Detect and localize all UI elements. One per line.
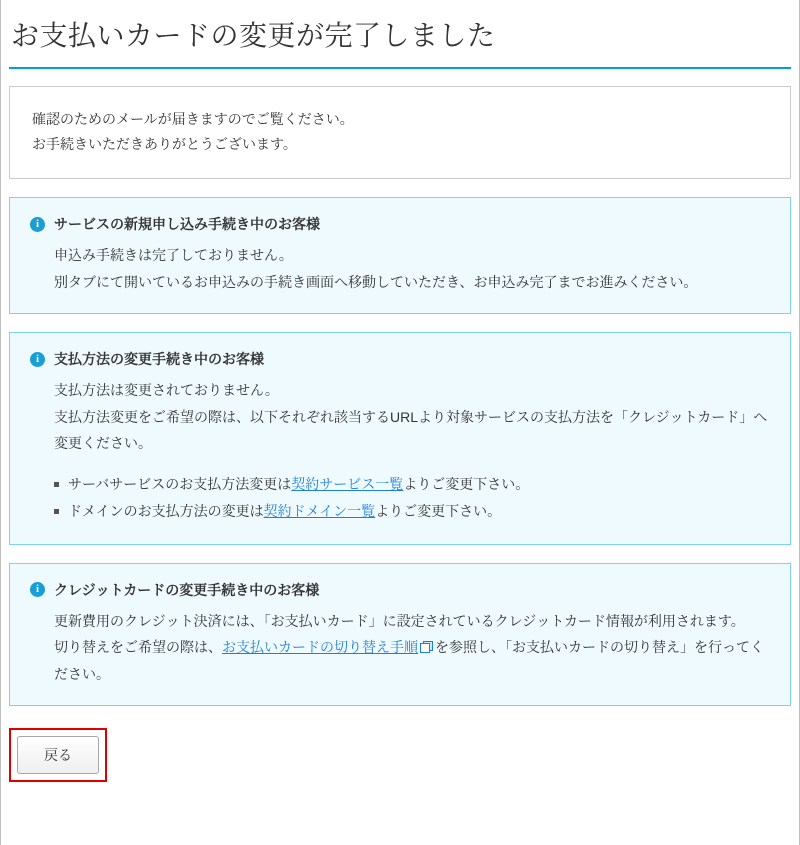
payment-change-link-list xyxy=(54,471,770,526)
info-icon: i xyxy=(30,217,45,232)
panel-text-line2 xyxy=(54,634,770,687)
info-panel-payment-method-change xyxy=(9,332,791,544)
list-item-prefix: ドメインのお支払方法の変更は xyxy=(68,503,264,520)
panel-text-line1: 申込み手続きは完了しておりません。 xyxy=(54,247,293,263)
panel-body xyxy=(30,608,770,688)
panel-text-line1: 支払方法は変更されておりません。 xyxy=(54,382,279,399)
completion-message-box xyxy=(9,86,791,179)
panel-body xyxy=(30,377,770,525)
panel-title: サービスの新規申し込み手続き中のお客様 xyxy=(54,216,320,232)
card-switch-guide-link[interactable]: お支払いカードの切り替え手順 xyxy=(222,639,418,656)
external-link-icon xyxy=(420,641,433,653)
panel-title: 支払方法の変更手続き中のお客様 xyxy=(54,351,264,368)
panel-body xyxy=(30,242,770,295)
info-panel-credit-card-change xyxy=(9,563,791,707)
panel-header xyxy=(30,580,770,600)
completion-message-line1: 確認のためのメールが届きますのでご覧ください。 xyxy=(32,111,354,127)
panel-text-line2: 別タブにて開いているお申込みの手続き画面へ移動していただき、お申込み完了までお進みください。 xyxy=(54,273,698,290)
page-title: お支払いカードの変更が完了しました xyxy=(9,0,791,69)
panel-text-line2: 支払方法変更をご希望の際は、以下それぞれ該当するURLより対象サービスの支払方法を「クレジットカード」へ変更ください。 xyxy=(54,408,768,452)
completion-message-line2: お手続きいただきありがとうございます。 xyxy=(32,135,297,152)
panel-text-prefix: 切り替えをご希望の際は、 xyxy=(54,639,222,656)
contracted-service-list-link[interactable]: 契約サービス一覧 xyxy=(291,475,404,492)
panel-header xyxy=(30,214,770,234)
panel-text-suffix: を参照し、「お支払いカードの切り替え」を行ってください。 xyxy=(54,639,764,682)
panel-text-line1: 更新費用のクレジット決済には、「お支払いカード」に設定されているクレジットカード情報が利用されます。 xyxy=(54,612,745,629)
back-button-highlight xyxy=(9,728,107,782)
panel-header xyxy=(30,349,770,369)
list-item-suffix: よりご変更下さい。 xyxy=(403,475,530,492)
info-icon: i xyxy=(30,352,45,367)
contracted-domain-list-link[interactable]: 契約ドメイン一覧 xyxy=(263,503,376,520)
list-item-suffix: よりご変更下さい。 xyxy=(375,503,502,520)
back-button[interactable]: 戻る xyxy=(17,736,99,774)
list-item-prefix: サーバサービスのお支払方法変更は xyxy=(68,475,292,492)
panel-title: クレジットカードの変更手続き中のお客様 xyxy=(54,581,320,598)
info-icon: i xyxy=(30,582,45,597)
info-panel-new-application xyxy=(9,197,791,314)
list-item xyxy=(54,471,770,498)
list-item xyxy=(54,498,770,525)
